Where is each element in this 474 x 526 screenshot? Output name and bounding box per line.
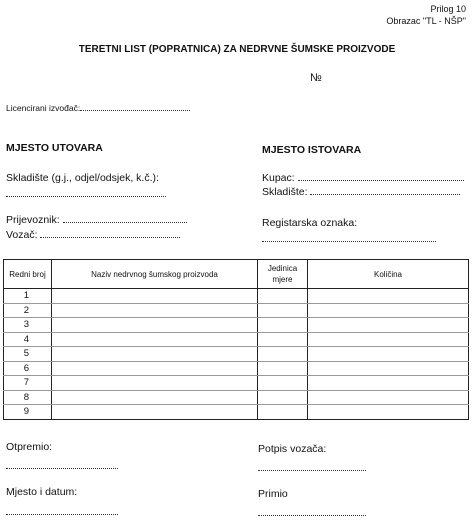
table-row [4,332,469,347]
loading-heading: MJESTO UTOVARA [6,142,103,154]
unit-cell[interactable] [258,405,308,420]
place-date-line[interactable] [6,502,118,520]
row-number: 4 [4,332,52,347]
product-cell[interactable] [52,303,258,318]
unloading-storage-line[interactable] [310,186,460,195]
carrier-field [6,214,187,226]
driver-signature-label: Potpis vozača: [258,443,327,455]
goods-table [3,259,469,420]
unit-cell[interactable] [258,332,308,347]
unit-cell[interactable] [258,390,308,405]
row-number: 5 [4,347,52,362]
annex-label: Prilog 10 [430,4,466,14]
table-row [4,289,469,304]
registration-line[interactable] [262,229,436,247]
product-cell[interactable] [52,318,258,333]
quantity-cell[interactable] [308,405,469,420]
contractor-label: Licencirani izvođač: [6,103,81,113]
quantity-cell[interactable] [308,289,469,304]
product-cell[interactable] [52,376,258,391]
table-row [4,347,469,362]
quantity-cell[interactable] [308,376,469,391]
product-cell[interactable] [52,361,258,376]
contractor-line[interactable] [80,102,190,111]
product-cell[interactable] [52,347,258,362]
unit-cell[interactable] [258,289,308,304]
row-number: 7 [4,376,52,391]
carrier-label: Prijevoznik: [6,214,60,226]
table-row [4,361,469,376]
row-number: 8 [4,390,52,405]
buyer-label: Kupac: [262,172,295,184]
header-unit: Jedinica mjere [258,260,308,289]
row-number: 9 [4,405,52,420]
row-number: 1 [4,289,52,304]
unloading-storage-field [262,186,460,198]
unit-cell[interactable] [258,303,308,318]
unit-cell[interactable] [258,318,308,333]
header-quantity: Količina [308,260,469,289]
row-number: 2 [4,303,52,318]
form-code: Obrazac "TL - NŠP" [386,16,466,26]
quantity-cell[interactable] [308,361,469,376]
shipped-by-label: Otpremio: [6,441,53,453]
driver-field [6,229,180,241]
quantity-cell[interactable] [308,347,469,362]
quantity-cell[interactable] [308,303,469,318]
document-title: TERETNI LIST (POPRATNICA) ZA NEDRVNE ŠUMSKE PROIZVODE [78,44,396,55]
unloading-storage-label: Skladište: [262,186,308,198]
product-cell[interactable] [52,289,258,304]
product-cell[interactable] [52,390,258,405]
table-row [4,318,469,333]
header-ordinal: Redni broj [4,260,52,289]
buyer-line[interactable] [298,172,464,181]
product-cell[interactable] [52,405,258,420]
row-number: 3 [4,318,52,333]
unit-cell[interactable] [258,347,308,362]
unloading-heading: MJESTO ISTOVARA [262,144,362,156]
table-row [4,390,469,405]
driver-label: Vozač: [6,229,38,241]
quantity-cell[interactable] [308,332,469,347]
registration-label: Registarska oznaka: [262,217,358,229]
quantity-cell[interactable] [308,390,469,405]
received-by-label: Primio [258,488,288,500]
carrier-line[interactable] [63,214,187,223]
header-product-name: Naziv nedrvnog šumskog proizvoda [52,260,258,289]
table-row [4,405,469,420]
received-by-line[interactable] [258,503,366,521]
driver-signature-line[interactable] [258,458,366,476]
table-header-row [4,260,469,289]
number-sign: № [310,72,322,84]
table-row [4,303,469,318]
row-number: 6 [4,361,52,376]
unit-cell[interactable] [258,376,308,391]
contractor-field [6,102,190,113]
shipped-by-line[interactable] [6,456,118,474]
table-row [4,376,469,391]
loading-storage-line[interactable] [6,184,166,202]
unit-cell[interactable] [258,361,308,376]
driver-line[interactable] [40,229,180,238]
buyer-field [262,172,464,184]
place-date-label: Mjesto i datum: [6,486,78,498]
product-cell[interactable] [52,332,258,347]
loading-storage-label: Skladište (g.j., odjel/odsjek, k.č.): [6,172,159,184]
quantity-cell[interactable] [308,318,469,333]
